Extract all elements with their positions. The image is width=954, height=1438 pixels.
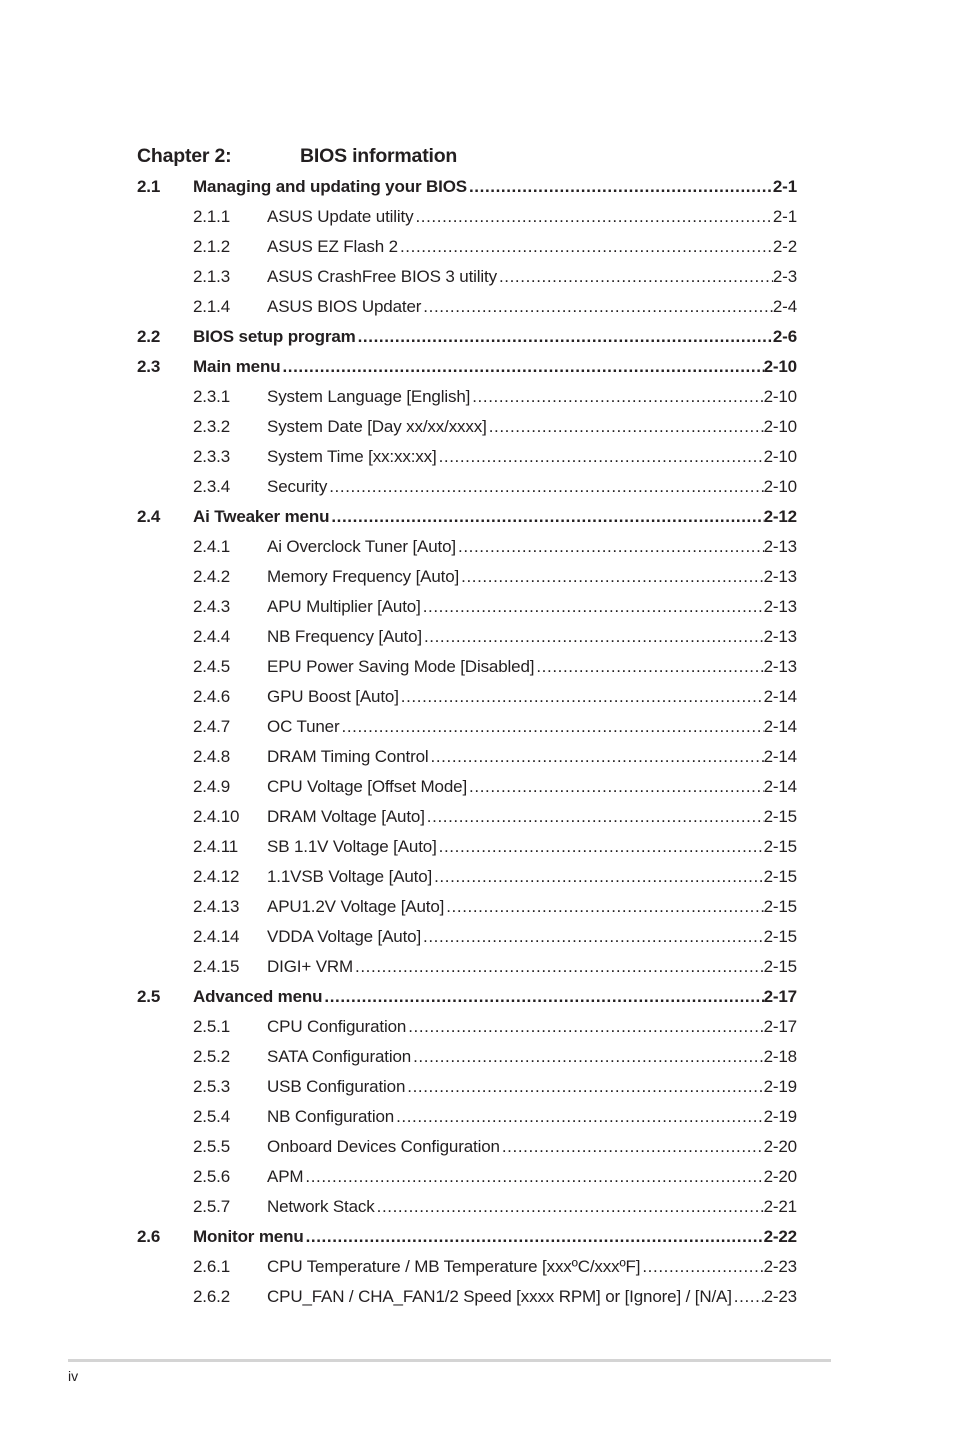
toc-entry-number: 2.1.1 [193, 207, 231, 226]
toc-subsection-entry[interactable] [0, 1102, 954, 1132]
toc-entry-number: 2.3.1 [193, 387, 231, 406]
toc-entry-title: Onboard Devices Configuration [267, 1137, 500, 1156]
toc-entry-line [267, 562, 797, 592]
toc-dot-leader [425, 802, 764, 832]
toc-entry-page: 2-13 [763, 597, 797, 616]
toc-subsection-entry[interactable] [0, 952, 954, 982]
toc-entry-title: DRAM Voltage [Auto] [267, 807, 425, 826]
toc-entry-line [267, 232, 797, 262]
toc-entry-line [267, 1132, 797, 1162]
toc-entry-line [267, 1012, 797, 1042]
toc-entry-title: System Time [xx:xx:xx] [267, 447, 437, 466]
toc-entry-page: 2-23 [763, 1287, 797, 1306]
toc-entry-line [193, 172, 797, 202]
toc-entry-line [193, 982, 797, 1012]
toc-subsection-entry[interactable] [0, 532, 954, 562]
toc-entry-page: 2-3 [772, 267, 797, 286]
toc-entry-number: 2.1.4 [193, 297, 231, 316]
toc-entry-title: Ai Tweaker menu [193, 507, 330, 526]
toc-entry-line [267, 802, 797, 832]
toc-entry-number: 2.5.6 [193, 1167, 231, 1186]
toc-subsection-entry[interactable] [0, 742, 954, 772]
toc-subsection-entry[interactable] [0, 652, 954, 682]
toc-entry-page: 2-15 [763, 897, 797, 916]
toc-entry-page: 2-21 [763, 1197, 797, 1216]
toc-entry-number: 2.5.3 [193, 1077, 231, 1096]
toc-entry-title: System Date [Day xx/xx/xxxx] [267, 417, 487, 436]
toc-entry-page: 2-4 [772, 297, 797, 316]
toc-entry-title: 1.1VSB Voltage [Auto] [267, 867, 433, 886]
toc-entry-number: 2.4.12 [193, 867, 240, 886]
toc-entry-title: GPU Boost [Auto] [267, 687, 399, 706]
toc-section-entry[interactable] [0, 172, 954, 202]
toc-subsection-entry[interactable] [0, 202, 954, 232]
toc-dot-leader [437, 442, 764, 472]
toc-entry-line [267, 1192, 797, 1222]
toc-entry-page: 2-14 [763, 717, 797, 736]
toc-entry-page: 2-10 [763, 357, 797, 376]
toc-dot-leader [487, 412, 764, 442]
toc-entry-line [267, 1162, 797, 1192]
toc-subsection-entry[interactable] [0, 562, 954, 592]
toc-entry-title: DRAM Timing Control [267, 747, 429, 766]
toc-dot-leader [497, 262, 773, 292]
toc-subsection-entry[interactable] [0, 472, 954, 502]
toc-entry-line [267, 1252, 797, 1282]
toc-entry-title: EPU Power Saving Mode [Disabled] [267, 657, 535, 676]
toc-dot-leader [398, 232, 773, 262]
toc-entry-number: 2.5 [137, 987, 161, 1006]
toc-subsection-entry[interactable] [0, 802, 954, 832]
toc-entry-number: 2.4 [137, 507, 161, 526]
toc-entry-number: 2.4.5 [193, 657, 231, 676]
table-of-contents [0, 172, 954, 1312]
toc-entry-number: 2.5.4 [193, 1107, 231, 1126]
toc-entry-title: CPU Temperature / MB Temperature [xxxºC/xxxºF] [267, 1257, 641, 1276]
toc-entry-title: SB 1.1V Voltage [Auto] [267, 837, 437, 856]
toc-entry-title: ASUS Update utility [267, 207, 414, 226]
toc-entry-title: ASUS CrashFree BIOS 3 utility [267, 267, 497, 286]
toc-entry-number: 2.6.2 [193, 1287, 231, 1306]
toc-dot-leader [459, 562, 763, 592]
toc-entry-page: 2-17 [763, 987, 797, 1006]
toc-subsection-entry[interactable] [0, 622, 954, 652]
toc-entry-title: Security [267, 477, 328, 496]
toc-entry-title: System Language [English] [267, 387, 471, 406]
toc-dot-leader [280, 352, 763, 382]
toc-entry-line [193, 1222, 797, 1252]
toc-entry-title: Network Stack [267, 1197, 375, 1216]
toc-dot-leader [329, 502, 763, 532]
toc-entry-line [267, 742, 797, 772]
toc-entry-number: 2.4.14 [193, 927, 240, 946]
toc-entry-line [267, 622, 797, 652]
toc-entry-title: APU1.2V Voltage [Auto] [267, 897, 445, 916]
toc-entry-page: 2-14 [763, 747, 797, 766]
toc-subsection-entry[interactable] [0, 382, 954, 412]
toc-entry-page: 2-15 [763, 807, 797, 826]
toc-subsection-entry[interactable] [0, 1162, 954, 1192]
toc-entry-line [267, 892, 797, 922]
toc-entry-line [267, 382, 797, 412]
toc-entry-page: 2-19 [763, 1107, 797, 1126]
chapter-label: Chapter 2: [137, 145, 232, 167]
toc-subsection-entry[interactable] [0, 592, 954, 622]
toc-dot-leader [467, 172, 773, 202]
toc-entry-number: 2.5.2 [193, 1047, 231, 1066]
toc-subsection-entry[interactable] [0, 1042, 954, 1072]
toc-entry-line [193, 322, 797, 352]
toc-dot-leader [732, 1282, 764, 1312]
toc-subsection-entry[interactable] [0, 712, 954, 742]
toc-entry-line [267, 682, 797, 712]
toc-entry-page: 2-20 [763, 1137, 797, 1156]
toc-entry-title: NB Configuration [267, 1107, 395, 1126]
toc-entry-number: 2.4.4 [193, 627, 231, 646]
toc-entry-title: ASUS BIOS Updater [267, 297, 422, 316]
chapter-heading [137, 145, 458, 168]
toc-entry-line [267, 922, 797, 952]
toc-entry-title: DIGI+ VRM [267, 957, 354, 976]
toc-entry-title: Managing and updating your BIOS [193, 177, 467, 196]
toc-entry-line [267, 592, 797, 622]
toc-dot-leader [429, 742, 764, 772]
toc-entry-line [267, 1072, 797, 1102]
toc-entry-page: 2-2 [772, 237, 797, 256]
toc-section-entry[interactable] [0, 1222, 954, 1252]
toc-entry-title: NB Frequency [Auto] [267, 627, 422, 646]
toc-entry-page: 2-15 [763, 867, 797, 886]
toc-entry-title: ASUS EZ Flash 2 [267, 237, 398, 256]
toc-entry-number: 2.1.2 [193, 237, 231, 256]
toc-entry-line [267, 952, 797, 982]
toc-entry-number: 2.4.13 [193, 897, 240, 916]
toc-entry-number: 2.4.8 [193, 747, 231, 766]
toc-entry-title: Main menu [193, 357, 281, 376]
toc-entry-number: 2.4.7 [193, 717, 231, 736]
toc-entry-line [267, 472, 797, 502]
toc-entry-line [267, 1102, 797, 1132]
toc-subsection-entry[interactable] [0, 1012, 954, 1042]
toc-entry-number: 2.3.3 [193, 447, 231, 466]
toc-dot-leader [421, 592, 764, 622]
toc-entry-title: APU Multiplier [Auto] [267, 597, 421, 616]
toc-dot-leader [356, 322, 773, 352]
toc-entry-line [267, 262, 797, 292]
toc-dot-leader [437, 832, 764, 862]
toc-entry-line [267, 652, 797, 682]
toc-subsection-entry[interactable] [0, 1192, 954, 1222]
toc-entry-line [267, 712, 797, 742]
toc-dot-leader [413, 202, 772, 232]
toc-subsection-entry[interactable] [0, 1252, 954, 1282]
toc-entry-title: Ai Overclock Tuner [Auto] [267, 537, 456, 556]
toc-entry-title: Monitor menu [193, 1227, 304, 1246]
toc-entry-line [267, 772, 797, 802]
toc-subsection-entry[interactable] [0, 682, 954, 712]
toc-entry-number: 2.6.1 [193, 1257, 231, 1276]
toc-subsection-entry[interactable] [0, 292, 954, 322]
toc-entry-page: 2-23 [763, 1257, 797, 1276]
toc-entry-page: 2-22 [763, 1227, 797, 1246]
toc-dot-leader [432, 862, 763, 892]
toc-entry-page: 2-15 [763, 837, 797, 856]
toc-entry-line [267, 832, 797, 862]
toc-entry-number: 2.5.5 [193, 1137, 231, 1156]
chapter-title: BIOS information [300, 145, 458, 167]
toc-entry-number: 2.1 [137, 177, 161, 196]
toc-entry-title: USB Configuration [267, 1077, 406, 1096]
toc-entry-title: APM [267, 1167, 304, 1186]
toc-dot-leader [405, 1072, 763, 1102]
toc-dot-leader [327, 472, 763, 502]
toc-subsection-entry[interactable] [0, 892, 954, 922]
toc-dot-leader [470, 382, 763, 412]
toc-entry-number: 2.4.2 [193, 567, 231, 586]
toc-entry-line [267, 862, 797, 892]
toc-entry-title: Memory Frequency [Auto] [267, 567, 460, 586]
toc-subsection-entry[interactable] [0, 1282, 954, 1312]
toc-entry-page: 2-17 [763, 1017, 797, 1036]
toc-entry-title: SATA Configuration [267, 1047, 412, 1066]
toc-subsection-entry[interactable] [0, 922, 954, 952]
toc-entry-title: VDDA Voltage [Auto] [267, 927, 422, 946]
toc-entry-page: 2-13 [763, 537, 797, 556]
toc-dot-leader [421, 922, 764, 952]
toc-entry-number: 2.3 [137, 357, 161, 376]
toc-dot-leader [399, 682, 764, 712]
toc-entry-page: 2-13 [763, 567, 797, 586]
toc-entry-page: 2-12 [763, 507, 797, 526]
toc-entry-line [267, 202, 797, 232]
toc-entry-line [267, 532, 797, 562]
toc-entry-page: 2-15 [763, 957, 797, 976]
toc-entry-page: 2-10 [763, 387, 797, 406]
toc-entry-page: 2-14 [763, 777, 797, 796]
toc-entry-number: 2.3.2 [193, 417, 231, 436]
toc-entry-number: 2.2 [137, 327, 161, 346]
toc-entry-page: 2-13 [763, 657, 797, 676]
toc-entry-number: 2.6 [137, 1227, 161, 1246]
toc-dot-leader [406, 1012, 763, 1042]
toc-entry-line [267, 1042, 797, 1072]
toc-entry-title: OC Tuner [267, 717, 340, 736]
toc-entry-page: 2-10 [763, 417, 797, 436]
toc-dot-leader [421, 292, 773, 322]
toc-dot-leader [340, 712, 764, 742]
toc-entry-page: 2-20 [763, 1167, 797, 1186]
toc-subsection-entry[interactable] [0, 772, 954, 802]
toc-entry-page: 2-10 [763, 447, 797, 466]
toc-dot-leader [500, 1132, 764, 1162]
toc-entry-page: 2-14 [763, 687, 797, 706]
toc-entry-title: CPU Voltage [Offset Mode] [267, 777, 468, 796]
toc-dot-leader [467, 772, 764, 802]
toc-entry-page: 2-6 [772, 327, 797, 346]
toc-dot-leader [411, 1042, 763, 1072]
toc-entry-title: BIOS setup program [193, 327, 356, 346]
toc-entry-number: 2.5.7 [193, 1197, 231, 1216]
toc-dot-leader [304, 1222, 764, 1252]
toc-entry-number: 2.4.9 [193, 777, 231, 796]
toc-entry-line [267, 442, 797, 472]
toc-dot-leader [375, 1192, 764, 1222]
toc-dot-leader [422, 622, 764, 652]
toc-dot-leader [534, 652, 763, 682]
toc-entry-page: 2-15 [763, 927, 797, 946]
toc-entry-page: 2-10 [763, 477, 797, 496]
toc-dot-leader [394, 1102, 764, 1132]
toc-subsection-entry[interactable] [0, 862, 954, 892]
toc-dot-leader [640, 1252, 763, 1282]
toc-entry-number: 2.3.4 [193, 477, 231, 496]
footer-page-number: iv [68, 1368, 79, 1384]
toc-entry-number: 2.5.1 [193, 1017, 231, 1036]
toc-entry-number: 2.1.3 [193, 267, 231, 286]
toc-entry-line [267, 1282, 797, 1312]
footer-divider [68, 1359, 831, 1362]
toc-subsection-entry[interactable] [0, 832, 954, 862]
toc-entry-line [267, 292, 797, 322]
toc-entry-title: CPU_FAN / CHA_FAN1/2 Speed [xxxx RPM] or [Ignore] / [N/A] [267, 1287, 732, 1306]
toc-entry-line [193, 502, 797, 532]
toc-dot-leader [322, 982, 763, 1012]
toc-entry-page: 2-19 [763, 1077, 797, 1096]
toc-dot-leader [303, 1162, 763, 1192]
toc-subsection-entry[interactable] [0, 442, 954, 472]
toc-entry-number: 2.4.1 [193, 537, 231, 556]
toc-entry-number: 2.4.11 [193, 837, 239, 856]
toc-entry-page: 2-18 [763, 1047, 797, 1066]
toc-entry-number: 2.4.3 [193, 597, 231, 616]
toc-entry-title: CPU Configuration [267, 1017, 407, 1036]
toc-subsection-entry[interactable] [0, 1132, 954, 1162]
toc-section-entry[interactable] [0, 982, 954, 1012]
toc-section-entry[interactable] [0, 322, 954, 352]
toc-section-entry[interactable] [0, 352, 954, 382]
toc-dot-leader [353, 952, 764, 982]
toc-subsection-entry[interactable] [0, 1072, 954, 1102]
toc-entry-number: 2.4.6 [193, 687, 231, 706]
toc-entry-number: 2.4.10 [193, 807, 240, 826]
toc-entry-number: 2.4.15 [193, 957, 240, 976]
toc-dot-leader [444, 892, 763, 922]
toc-entry-page: 2-1 [772, 177, 797, 196]
toc-subsection-entry[interactable] [0, 232, 954, 262]
toc-entry-page: 2-13 [763, 627, 797, 646]
toc-entry-title: Advanced menu [193, 987, 323, 1006]
toc-section-entry[interactable] [0, 502, 954, 532]
toc-entry-page: 2-1 [772, 207, 797, 226]
toc-entry-line [267, 412, 797, 442]
toc-subsection-entry[interactable] [0, 412, 954, 442]
toc-subsection-entry[interactable] [0, 262, 954, 292]
toc-entry-line [193, 352, 797, 382]
toc-dot-leader [456, 532, 764, 562]
